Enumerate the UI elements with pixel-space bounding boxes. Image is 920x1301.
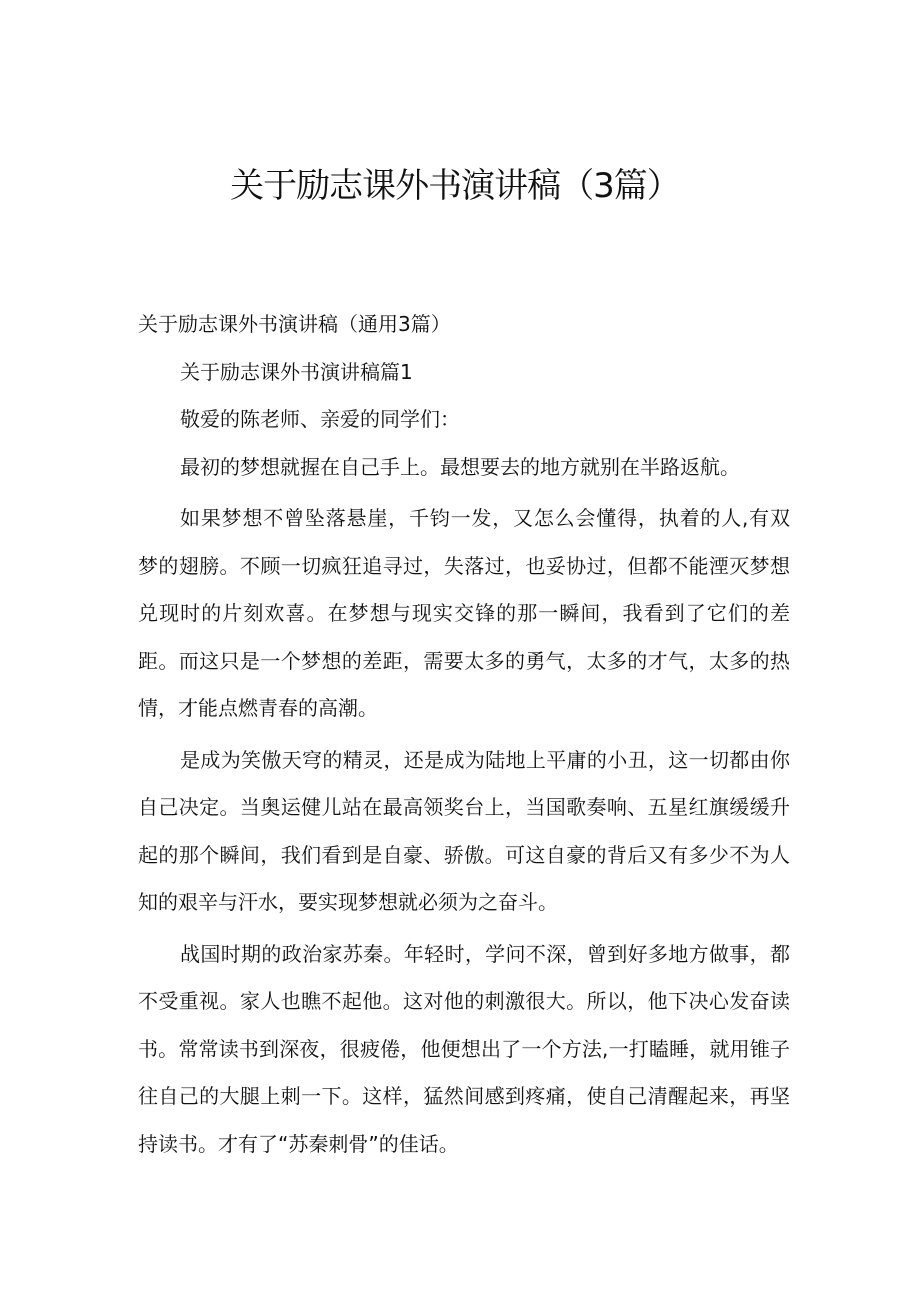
text-line: 如果梦想不曾坠落悬崖，千钧一发，又怎么会懂得，执着的人,有双: [180, 506, 790, 530]
text-line: 敬爱的陈老师、亲爱的同学们：: [180, 407, 460, 431]
text-line: 是成为笑傲天穹的精灵，还是成为陆地上平庸的小丑，这一切都由你: [180, 747, 790, 772]
text-line: 往自己的大腿上刺一下。这样，猛然间感到疼痛，使自己清醒起来，再坚: [138, 1084, 790, 1108]
text-line: 兑现时的片刻欢喜。在梦想与现实交锋的那一瞬间，我看到了它们的差: [138, 601, 790, 625]
text-line: 持读书。才有了“苏秦刺骨”的佳话。: [138, 1131, 459, 1156]
paragraph: [138, 500, 790, 738]
text-line: 不受重视。家人也瞧不起他。这对他的刺激很大。所以，他下决心发奋读: [138, 989, 790, 1013]
text-line: 梦的翅膀。不顾一切疯狂追寻过，失落过，也妥协过，但都不能湮灭梦想: [138, 553, 790, 578]
paragraph: [138, 354, 790, 402]
paragraph: [138, 306, 790, 354]
text-line: 知的艰辛与汗水，要实现梦想就必须为之奋斗。: [138, 890, 558, 914]
paragraph: [138, 936, 790, 1174]
text-line: 距。而这只是一个梦想的差距，需要太多的勇气，太多的才气，太多的热: [138, 648, 790, 673]
document-body: [138, 306, 790, 1177]
text-line: 情，才能点燃青春的高潮。: [138, 696, 378, 720]
text-line: 最初的梦想就握在自己手上。最想要去的地方就别在半路返航。: [180, 454, 740, 479]
paragraph: [138, 742, 790, 932]
text-line: 关于励志课外书演讲稿篇1: [180, 359, 413, 384]
text-line: 自己决定。当奥运健儿站在最高领奖台上，当国歌奏响、五星红旗缓缓升: [138, 795, 790, 819]
text-line: 关于励志课外书演讲稿（通用3篇）: [138, 312, 451, 336]
paragraph-gap: [138, 1173, 790, 1177]
text-line: 战国时期的政治家苏秦。年轻时，学问不深，曾到好多地方做事，都: [180, 941, 790, 966]
text-line: 起的那个瞬间，我们看到是自豪、骄傲。可这自豪的背后又有多少不为人: [138, 842, 790, 867]
paragraph: [138, 401, 790, 449]
text-line: 书。常常读书到深夜，很疲倦，他便想出了一个方法,一打瞌睡，就用锥子: [138, 1036, 790, 1061]
paragraph: [138, 449, 790, 497]
document-title: 关于励志课外书演讲稿（3篇）: [230, 166, 680, 206]
